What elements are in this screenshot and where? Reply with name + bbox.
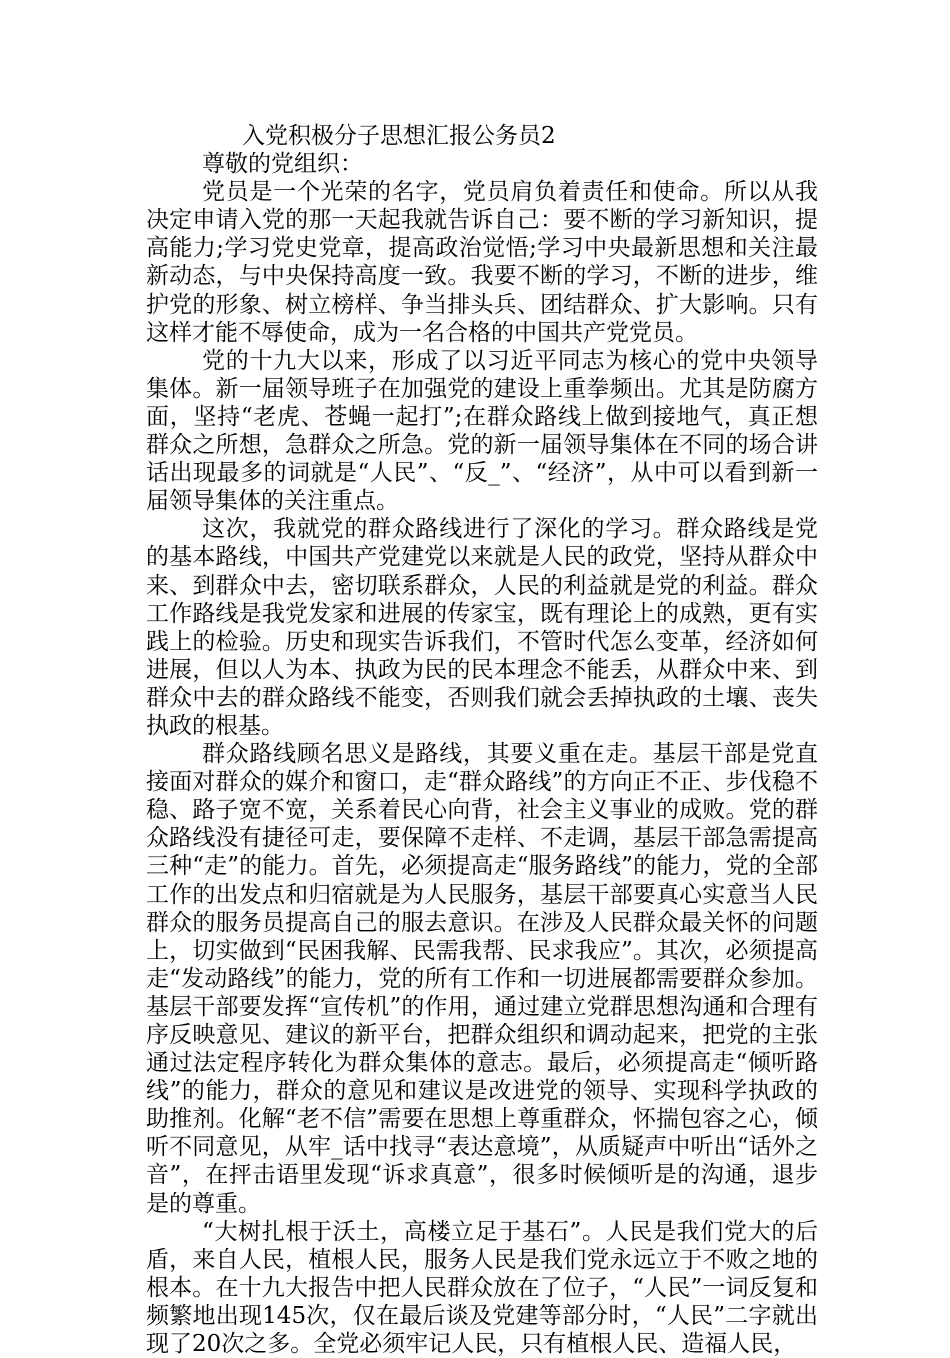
document-body	[146, 122, 818, 1358]
salutation: 尊敬的党组织：	[202, 151, 363, 178]
paragraph-5: “大树扎根于沃土，高楼立足于基石”。人民是我们党大的后盾，来自人民，植根人民，服务人民是我们党永远立于不败之地的根本。在十九大报告中把人民群众放在了位子，“人民”一词反复和频繁地出现145次，仅在最后谈及党建等部分时，“人民”二字就出现了20次之多。全党必须牢记人民，只有植根人民、造福人民，	[146, 1218, 818, 1358]
document-title: 入党积极分子思想汇报公务员2	[242, 123, 556, 149]
paragraph-3: 这次，我就党的群众路线进行了深化的学习。群众路线是党的基本路线，中国共产党建党以来就是人民的政党，坚持从群众中来、到群众中去，密切联系群众，人民的利益就是党的利益。群众工作路线是我党发家和进展的传家宝，既有理论上的成熟，更有实践上的检验。历史和现实告诉我们，不管时代怎么变革，经济如何进展，但以人为本、执政为民的民本理念不能丢，从群众中来、到群众中去的群众路线不能变，否则我们就会丢掉执政的土壤、丧失执政的根基。	[146, 516, 818, 739]
paragraph-2: 党的十九大以来，形成了以习近平同志为核心的党中央领导集体。新一届领导班子在加强党的建设上重拳频出。尤其是防腐方面，坚持“老虎、苍蝇一起打”;在群众路线上做到接地气，真正想群众之所想，急群众之所急。党的新一届领导集体在不同的场合讲话出现最多的词就是“人民”、“反_”、“经济”，从中可以看到新一届领导集体的关注重点。	[146, 347, 818, 515]
paragraph-4: 群众路线顾名思义是路线，其要义重在走。基层干部是党直接面对群众的媒介和窗口，走“群众路线”的方向正不正、步伐稳不稳、路子宽不宽，关系着民心向背，社会主义事业的成败。党的群众路线没有捷径可走，要保障不走样、不走调，基层干部急需提高三种“走”的能力。首先，必须提高走“服务路线”的能力，党的全部工作的出发点和归宿就是为人民服务，基层干部要真心实意当人民群众的服务员提高自己的服去意识。在涉及人民群众最关怀的问题上，切实做到“民困我解、民需我帮、民求我应”。其次，必须提高走“发动路线”的能力，党的所有工作和一切进展都需要群众参加。基层干部要发挥“宣传机”的作用，通过建立党群思想沟通和合理有序反映意见、建议的新平台，把群众组织和调动起来，把党的主张通过法定程序转化为群众集体的意志。最后，必须提高走“倾听路线”的能力，群众的意见和建议是改进党的领导、实现科学执政的助推剂。化解“老不信”需要在思想上尊重群众，怀揣包容之心，倾听不同意见，从牢_话中找寻“表达意境”，从质疑声中听出“话外之音”，在抨击语里发现“诉求真意”，很多时候倾听是的沟通，退步是的尊重。	[146, 741, 818, 1217]
paragraph-1: 党员是一个光荣的名字，党员肩负着责任和使命。所以从我决定申请入党的那一天起我就告诉自己：要不断的学习新知识，提高能力;学习党史党章，提高政治觉悟;学习中央最新思想和关注最新动态，与中央保持高度一致。我要不断的学习，不断的进步，维护党的形象、树立榜样、争当排头兵、团结群众、扩大影响。只有这样才能不辱使命，成为一名合格的中国共产党党员。	[146, 179, 818, 346]
